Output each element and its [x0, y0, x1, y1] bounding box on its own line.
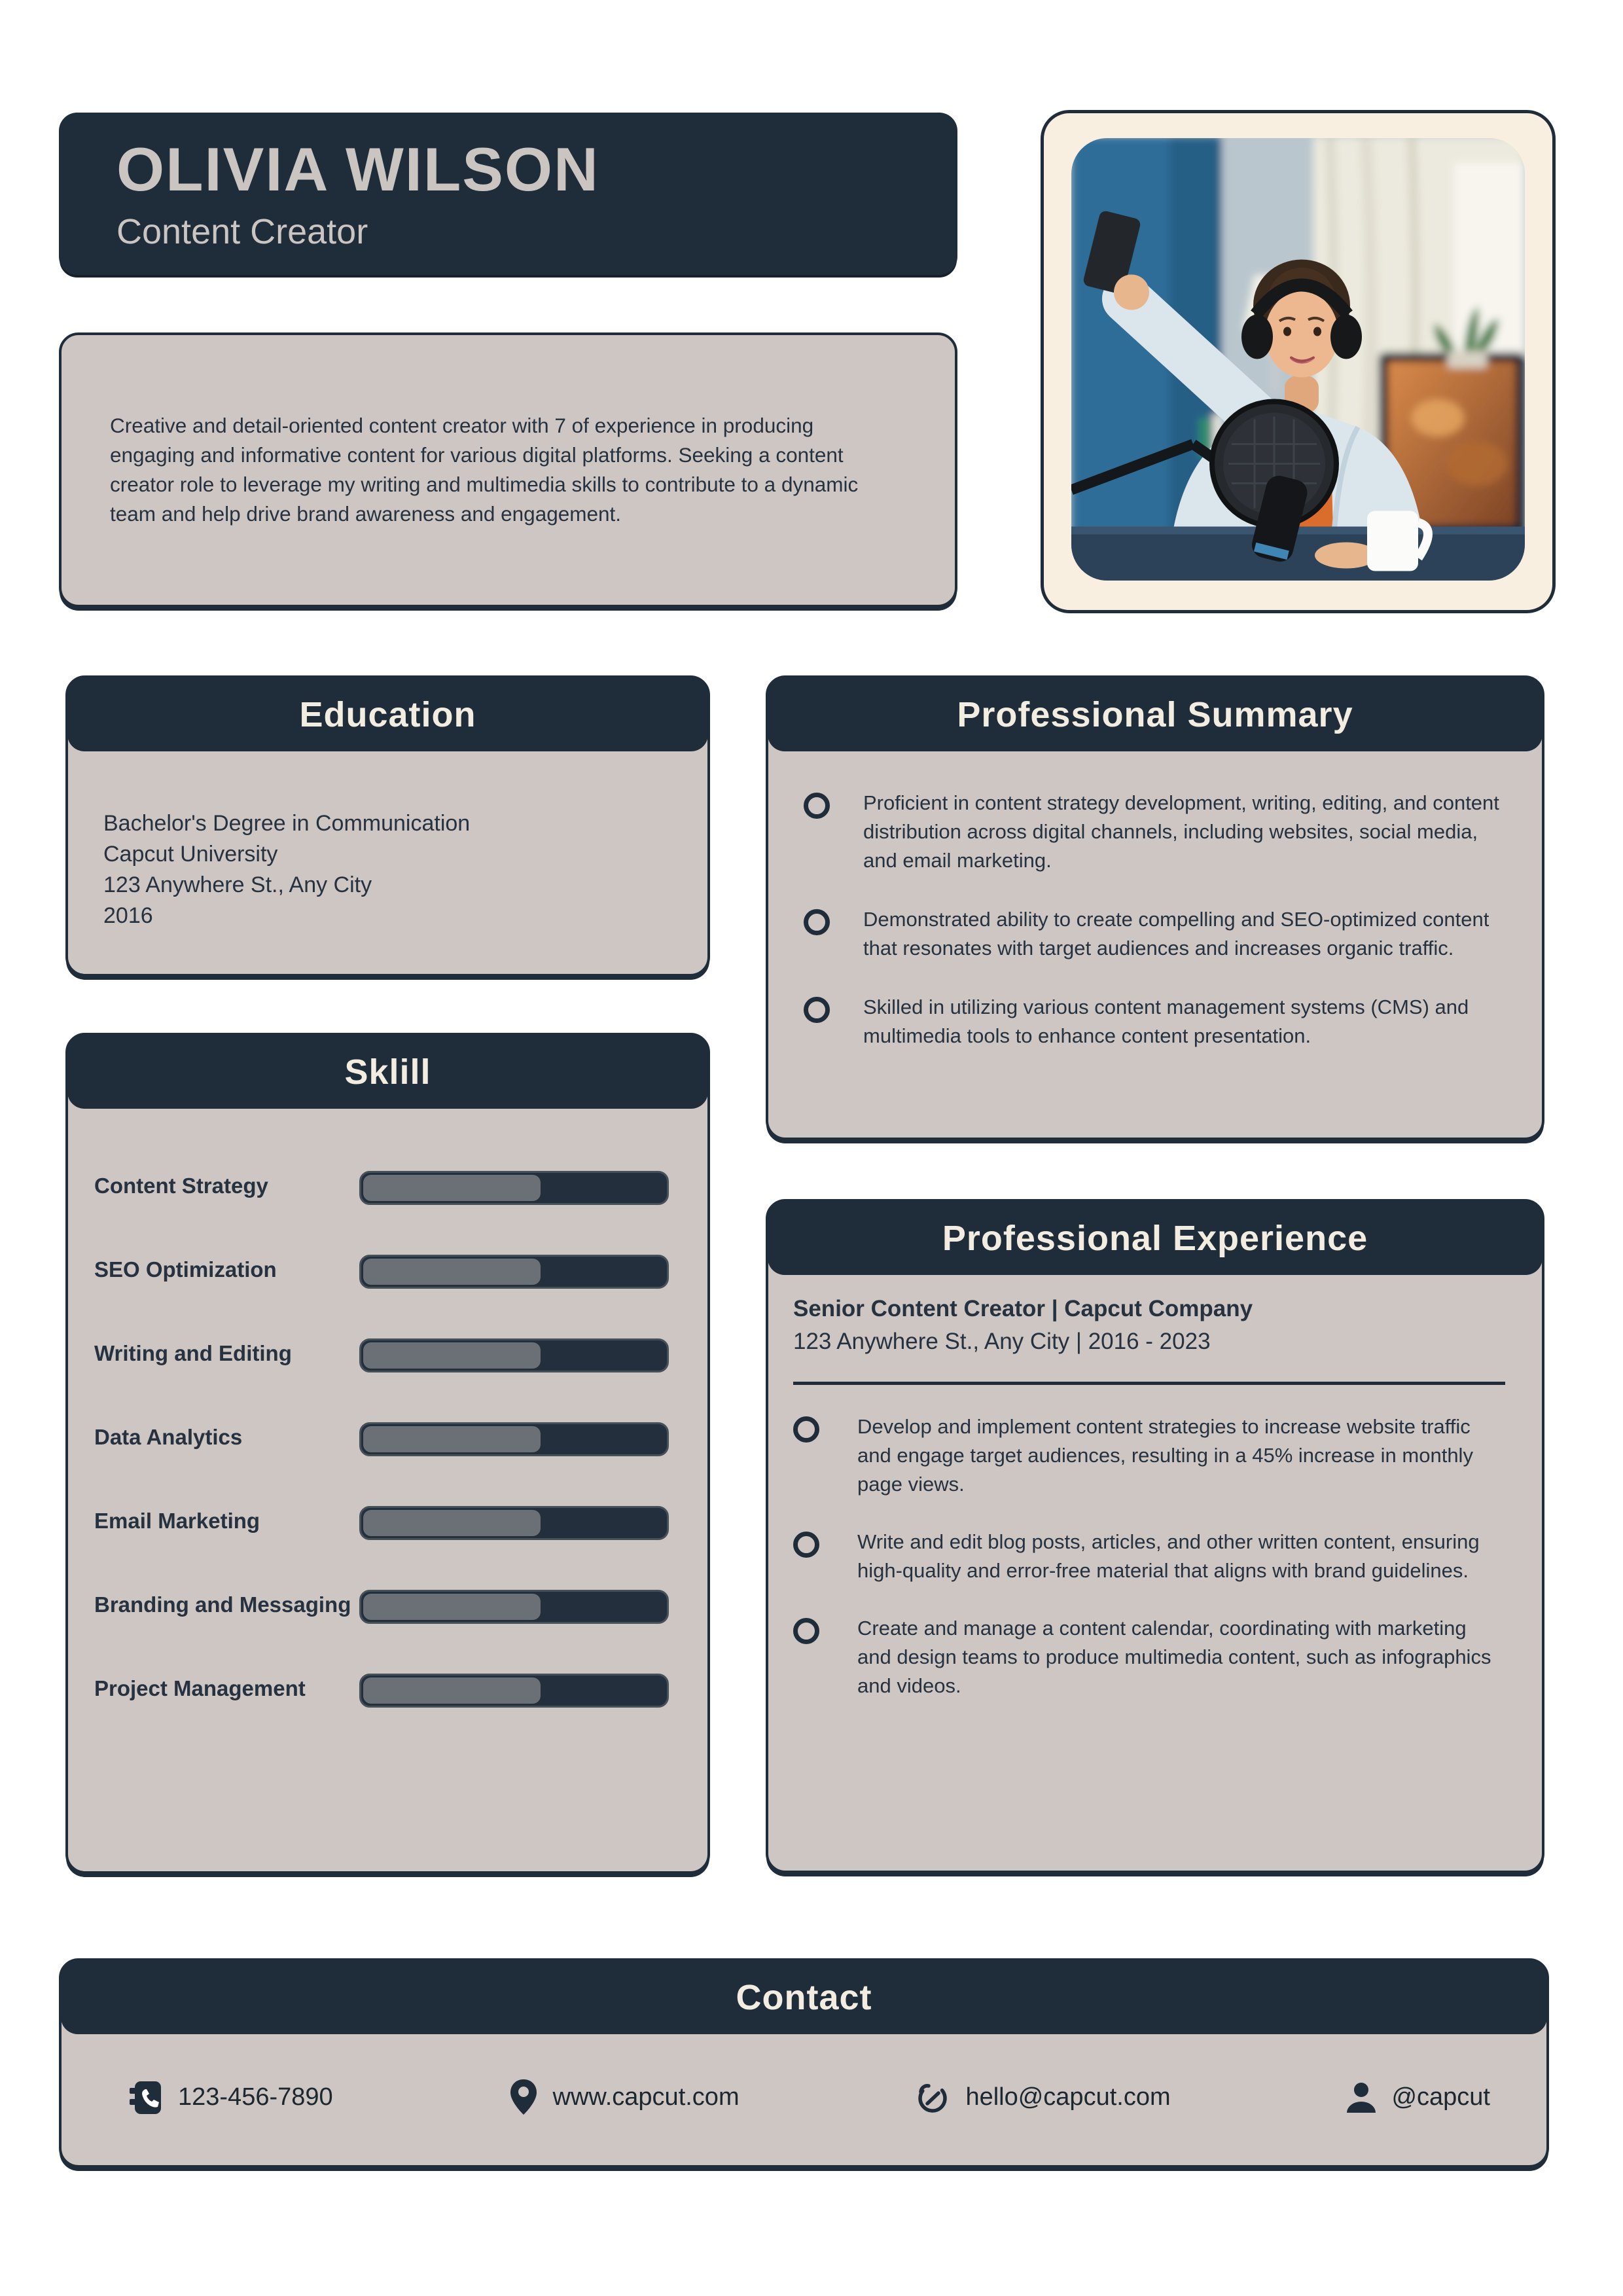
contact-card: [59, 1958, 1549, 2168]
skill-bar: [359, 1590, 669, 1624]
contact-item-social[interactable]: [1346, 2081, 1490, 2114]
skill-bar: [359, 1506, 669, 1540]
professional-summary-title: Professional Summary: [957, 694, 1353, 734]
skill-row: [68, 1590, 707, 1620]
bullet-item: [804, 789, 1504, 875]
person-role: Content Creator: [116, 211, 368, 251]
bullet-item: [793, 1528, 1505, 1585]
skill-label: Content Strategy: [94, 1174, 268, 1198]
contact-phone-label: 123-456-7890: [178, 2083, 333, 2111]
circle-bullet-icon: [793, 1416, 819, 1443]
bullet-item: [793, 1412, 1505, 1499]
experience-bullets: [793, 1412, 1505, 1700]
contact-website-label: www.capcut.com: [552, 2083, 740, 2111]
skill-row: [68, 1422, 707, 1452]
contact-social-label: @capcut: [1391, 2083, 1490, 2111]
circle-bullet-icon: [804, 997, 830, 1023]
skills-title: Sklill: [344, 1052, 431, 1092]
contact-header: [61, 1960, 1547, 2034]
contact-title: Contact: [736, 1977, 872, 2017]
person-name: OLIVIA WILSON: [116, 135, 599, 204]
skill-row: [68, 1171, 707, 1201]
education-header: [67, 677, 708, 751]
skill-bar: [359, 1171, 669, 1205]
skill-label: Writing and Editing: [94, 1341, 292, 1365]
bullet-text: Write and edit blog posts, articles, and other written content, ensuring high-quality and error-free material that aligns with brand guidelines.: [857, 1530, 1480, 1582]
skill-row: [68, 1506, 707, 1536]
education-year: 2016: [103, 903, 153, 928]
skill-bar: [359, 1255, 669, 1289]
professional-experience-title: Professional Experience: [942, 1218, 1368, 1258]
contact-item-phone[interactable]: [130, 2079, 333, 2116]
education-title: Education: [299, 694, 476, 734]
education-address: 123 Anywhere St., Any City: [103, 872, 372, 897]
skills-header: [67, 1035, 708, 1109]
skill-bar: [359, 1422, 669, 1456]
professional-experience-header: [768, 1201, 1543, 1275]
skill-bar-fill: [363, 1510, 541, 1536]
skill-label: Branding and Messaging: [94, 1592, 351, 1617]
skill-label: Email Marketing: [94, 1509, 260, 1533]
person-icon: [1346, 2081, 1377, 2114]
experience-meta-line: 123 Anywhere St., Any City | 2016 - 2023: [793, 1329, 1211, 1354]
circle-bullet-icon: [804, 909, 830, 935]
skill-row: [68, 1255, 707, 1285]
bullet-text: Demonstrated ability to create compelling and SEO-optimized content that resonates with target audiences and increases organic traffic.: [863, 908, 1489, 960]
name-header-card: [59, 113, 957, 275]
skill-bar-fill: [363, 1342, 541, 1369]
circle-bullet-icon: [804, 793, 830, 819]
link-icon: [914, 2079, 951, 2116]
professional-summary-bullets: [768, 751, 1542, 1050]
skill-label: Project Management: [94, 1676, 306, 1700]
contact-items: [62, 2034, 1546, 2161]
bullet-text: Skilled in utilizing various content management systems (CMS) and multimedia tools to enhance content presentation.: [863, 996, 1469, 1047]
contact-item-email[interactable]: [914, 2079, 1170, 2116]
skill-bar: [359, 1674, 669, 1708]
experience-divider: [793, 1382, 1505, 1385]
skills-card: [65, 1033, 710, 1874]
education-degree: Bachelor's Degree in Communication: [103, 811, 471, 836]
about-card: [59, 332, 957, 607]
professional-experience-card: [766, 1199, 1544, 1873]
professional-summary-card: [766, 675, 1544, 1140]
skill-label: SEO Optimization: [94, 1257, 277, 1282]
skill-row: [68, 1338, 707, 1369]
professional-summary-header: [768, 677, 1543, 751]
skills-list: [68, 1108, 707, 1704]
bullet-item: [804, 993, 1504, 1050]
about-text: Creative and detail-oriented content creator with 7 of experience in producing engaging and informative content for various digital platforms. Seeking a content creator role to leverage my writing and multimedia skills to contribute to a dynamic team and help drive brand awareness and engagement.: [110, 414, 859, 526]
circle-bullet-icon: [793, 1532, 819, 1558]
contact-item-website[interactable]: [508, 2078, 740, 2117]
bullet-item: [793, 1614, 1505, 1700]
bullet-item: [804, 905, 1504, 963]
skill-row: [68, 1674, 707, 1704]
experience-body: [768, 1274, 1542, 1700]
contact-email-label: hello@capcut.com: [965, 2083, 1171, 2111]
bullet-text: Create and manage a content calendar, coordinating with marketing and design teams to produce multimedia content, such as infographics and videos.: [857, 1617, 1491, 1697]
location-icon: [508, 2078, 539, 2117]
skill-bar-fill: [363, 1175, 541, 1201]
circle-bullet-icon: [793, 1618, 819, 1644]
skill-bar-fill: [363, 1259, 541, 1285]
experience-role-line: Senior Content Creator | Capcut Company: [793, 1296, 1253, 1321]
education-school: Capcut University: [103, 842, 278, 867]
skill-bar: [359, 1338, 669, 1372]
skill-bar-fill: [363, 1426, 541, 1452]
skill-label: Data Analytics: [94, 1425, 243, 1449]
bullet-text: Proficient in content strategy development, writing, editing, and content distribution across digital channels, including websites, social media, and email marketing.: [863, 791, 1499, 872]
education-card: [65, 675, 710, 977]
phone-icon: [130, 2079, 164, 2116]
education-details: [68, 751, 707, 931]
skill-bar-fill: [363, 1677, 541, 1704]
profile-photo-card: [1041, 110, 1556, 613]
profile-photo: [1071, 138, 1525, 581]
profile-photo-illustration: [1071, 138, 1525, 581]
skill-bar-fill: [363, 1594, 541, 1620]
bullet-text: Develop and implement content strategies to increase website traffic and engage target audiences, resulting in a 45% increase in monthly page views.: [857, 1415, 1473, 1496]
